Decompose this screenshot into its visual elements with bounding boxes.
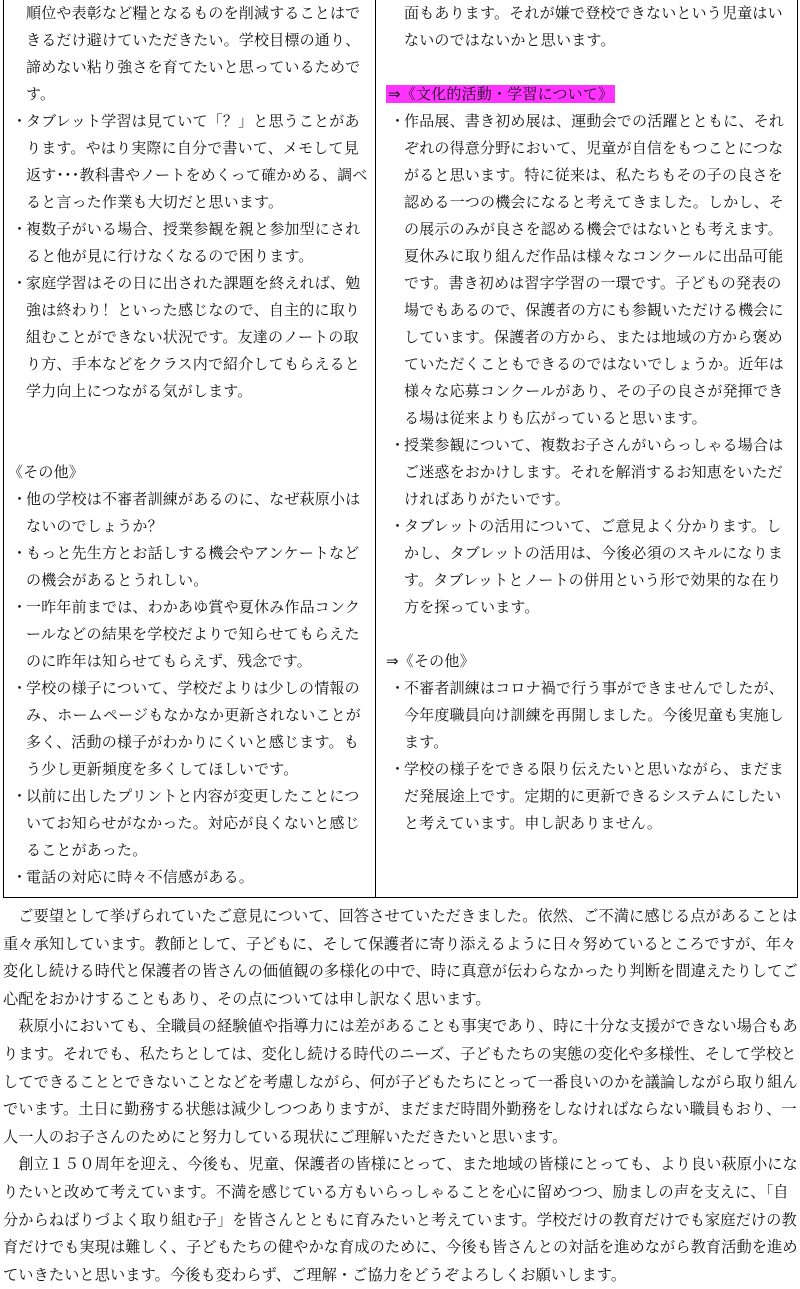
- school-responses-column: [386, 0, 788, 837]
- column-divider: [375, 0, 376, 898]
- opinion-item: ・ 学校の様子について、学校だよりは少しの情報のみ、ホームページもなかなか更新されないことが多く、活動の様子がわかりにくいと感じます。もう少し更新頻度を多くしてほしいです。: [12, 679, 362, 778]
- response-item: ・ 作品展、書き初め展は、運動会での活躍とともに、それぞれの得意分野において、児童が自信をもつことにつながると思います。特に従来は、私たちもその子の良さを認める一つの機会になると考えてきました。しかし、その展示のみが良さを認める機会ではないとも考えます。夏休みに取り組んだ作品は様々なコンクールに出品可能です。書き初めは習字学習の一環です。子どもの発表の場でもあるので、保護者の方にも参観いただける機会にしています。保護者の方から、または地域の方から褒めていただくこともできるのではないでしょうか。近年は様々な応募コンクールがあり、その子の良さが発揮できる場は従来よりも広がっていると思います。: [390, 112, 785, 427]
- opinion-item: ・ もっと先生方とお話しする機会やアンケートなどの機会があるとうれしい。: [12, 544, 360, 589]
- closing-message: [3, 903, 798, 1289]
- response-other-heading: ⇒《その他》: [386, 652, 475, 670]
- culture-heading: [386, 81, 788, 108]
- opinion-item: ・ 以前に出したプリントと内容が変更したことについてお知らせがなかった。対応が良くないと感じることがあった。: [12, 787, 360, 859]
- closing-paragraph: 創立１５０周年を迎え、今後も、児童、保護者の皆様にとって、また地域の皆様にとっても、より良い萩原小になりたいと改めて考えています。不満を感じている方もいらっしゃることを心に留めつつ、励ましの声を支えに、「自分からねばりづよく取り組む子」を皆さんとともに育みたいと考えています。学校だけの教育だけでも家庭だけの教育だけでも実現は難しく、子どもたちの健やかな育成のために、今後も皆さんとの対話を進めながら教育活動を進めていきたいと思います。今後も変わらず、ご理解・ご協力をどうぞよろしくお願いします。: [3, 1155, 798, 1284]
- closing-paragraph: ご要望として挙げられていたご意見について、回答させていただきました。依然、ご不満に感じる点があることは重々承知しています。教師として、子どもに、そして保護者に寄り添えるように日々努めているところですが、年々変化し続ける時代と保護者の皆さんの価値観の多様化の中で、時に真意が伝わらなかったり判断を間違えたりしてご心配をおかけすることもあり、その点については申し訳なく思います。: [3, 907, 798, 1008]
- other-heading: 《その他》: [8, 463, 85, 481]
- response-item: ・ 学校の様子をできる限り伝えたいと思いながら、まだまだ発展途上です。定期的に更新できるシステムにしたいと考えています。申し訳ありません。: [390, 760, 785, 832]
- opinion-continuation: 順位や表彰など糧となるものを削減することはできるだけ避けていただきたい。学校目標の通り、諦めない粘り強さを育てたいと思っているためです。: [26, 4, 361, 103]
- opinion-item: ・ 複数子がいる場合、授業参観を親と参加型にされると他が見に行けなくなるので困ります。: [12, 220, 361, 265]
- opinion-item: ・ 一昨年前までは、わかあゆ賞や夏休み作品コンクールなどの結果を学校だよりで知らせてもらえたのに昨年は知らせてもらえず、残念です。: [12, 598, 361, 670]
- opinion-item: ・ 電話の対応に時々不信感がある。: [12, 868, 255, 886]
- culture-heading-highlight: ⇒《文化的活動・学習について》: [388, 85, 614, 103]
- parent-opinions-column: [8, 0, 370, 891]
- closing-paragraph: 萩原小においても、全職員の経験値や指導力には差があることも事実であり、時に十分な支援ができない場合もあります。それでも、私たちとしては、変化し続ける時代のニーズ、子どもたちの実態の変化や多様性、そして学校としてできることとできないことなどを考慮しながら、何が子どもたちにとって一番良いのかを議論しながら取り組んでいます。土日に勤務する状態は減少しつつありますが、まだまだ時間外勤務をしなければならない職員もおり、一人一人のお子さんのためにと努力している現状にご理解いただきたいと思います。: [3, 1017, 798, 1146]
- response-continuation: 面もあります。それが嫌で登校できないという児童はいないのではないかと思います。: [404, 4, 783, 49]
- response-item: ・ タブレットの活用について、ご意見よく分かります。しかし、タブレットの活用は、今後必須のスキルになります。タブレットとノートの併用という形で効果的な在り方を探っています。: [390, 517, 784, 616]
- response-item: ・ 不審者訓練はコロナ禍で行う事ができませんでしたが、今年度職員向け訓練を再開しました。今後児童も実施します。: [390, 679, 785, 751]
- opinion-item: ・ 家庭学習はその日に出された課題を終えれば、勉強は終わり！といった感じなので、自主的に取り組むことができない状況です。友達のノートの取り方、手本などをクラス内で紹介してもらえると学力向上につながる気がします。: [12, 274, 361, 400]
- response-item: ・ 授業参観について、複数お子さんがいらっしゃる場合はご迷惑をおかけします。それを解消するお知恵をいただければありがたいです。: [390, 436, 784, 508]
- opinion-item: ・ タブレット学習は見ていて「？」と思うことがあります。やはり実際に自分で書いて、メモして見返す･･･教科書やノートをめくって確かめる、調べると言った作業も大切だと思います。: [12, 112, 368, 211]
- opinion-item: ・ 他の学校は不審者訓練があるのに、なぜ萩原小はないのでしょうか？: [12, 490, 361, 535]
